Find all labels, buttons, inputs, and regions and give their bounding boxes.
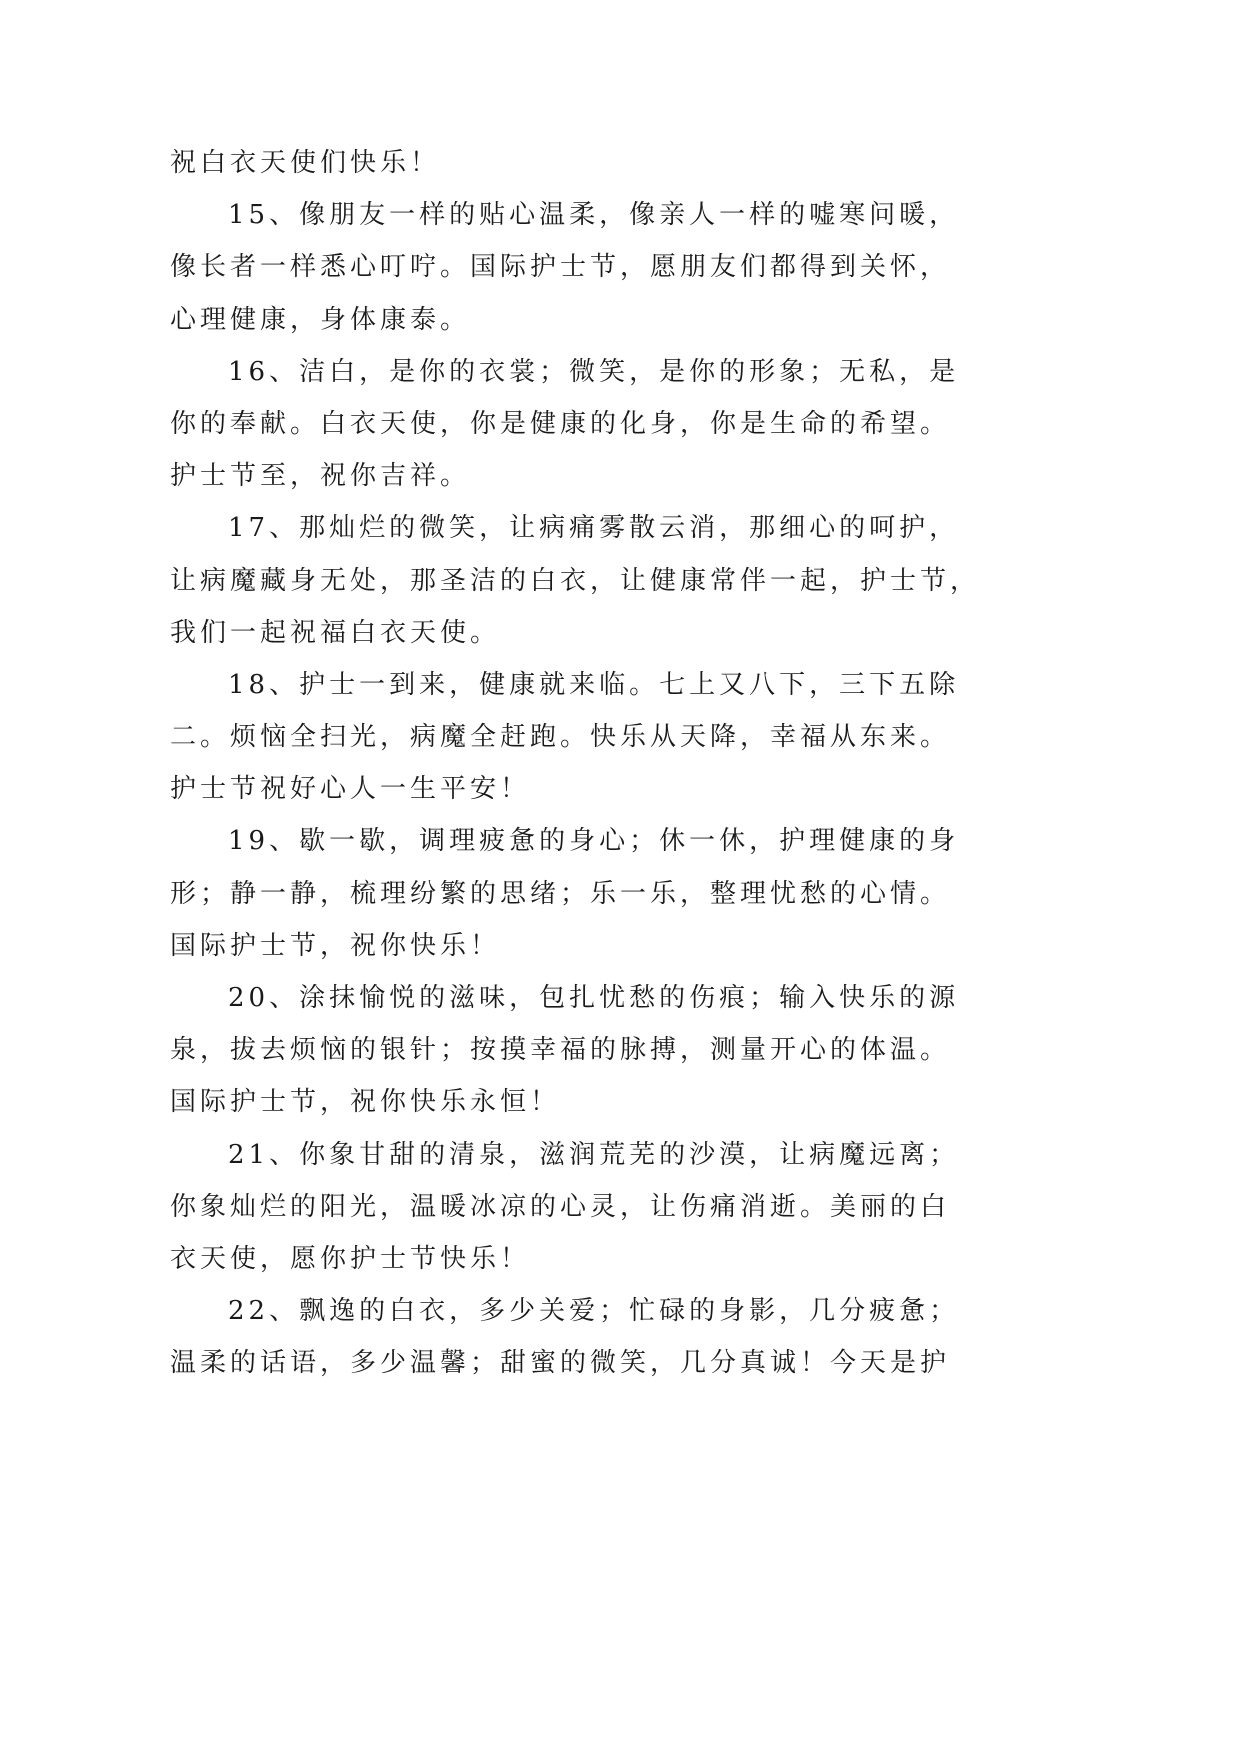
paragraph-first-line: 18、护士一到来，健康就来临。七上又八下，三下五除: [228, 669, 960, 700]
paragraph-line: 你的奉献。白衣天使，你是健康的化身，你是生命的希望。: [170, 408, 951, 439]
paragraph-line: 护士节祝好心人一生平安！: [170, 774, 531, 805]
paragraph-first-line: 20、涂抹愉悦的滋味，包扎忧愁的伤痕；输入快乐的源: [228, 983, 960, 1013]
paragraph-first-line: 21、你象甘甜的清泉，滋润荒芜的沙漠，让病魔远离；: [228, 1139, 960, 1170]
paragraph: [170, 972, 1000, 1129]
paragraph: [170, 815, 1000, 972]
paragraph-line: 形；静一静，梳理纷繁的思绪；乐一乐，整理忧愁的心情。: [170, 878, 951, 909]
paragraph: [170, 659, 1000, 816]
paragraph-line: 护士节至，祝你吉祥。: [170, 461, 471, 492]
paragraph-line: 二。烦恼全扫光，病魔全赶跑。快乐从天降，幸福从东来。: [170, 722, 951, 753]
paragraph: [170, 502, 1000, 659]
paragraph: [170, 346, 1000, 503]
paragraph-line: 温柔的话语，多少温馨；甜蜜的微笑，几分真诚！今天是护: [170, 1348, 951, 1379]
paragraph-line: 国际护士节，祝你快乐永恒！: [170, 1087, 561, 1118]
paragraph: [170, 1285, 1000, 1389]
paragraph-line: 你象灿烂的阳光，温暖冰凉的心灵，让伤痛消逝。美丽的白: [170, 1191, 951, 1222]
continuation-line: 祝白衣天使们快乐！: [170, 148, 441, 178]
paragraph-line: 泉，拔去烦恼的银针；按摸幸福的脉搏，测量开心的体温。: [170, 1035, 951, 1066]
paragraph-first-line: 19、歇一歇，调理疲惫的身心；休一休，护理健康的身: [228, 826, 960, 857]
paragraph: [170, 1129, 1000, 1286]
paragraph-first-line: 22、飘逸的白衣，多少关爱；忙碌的身影，几分疲惫；: [228, 1296, 960, 1327]
paragraph-line: 国际护士节，祝你快乐！: [170, 930, 501, 961]
paragraph-line: 心理健康，身体康泰。: [170, 304, 471, 335]
paragraph: [170, 189, 1000, 346]
paragraph-line: 让病魔藏身无处，那圣洁的白衣，让健康常伴一起，护士节，: [170, 565, 981, 596]
document-body: [170, 137, 1000, 1390]
paragraph-first-line: 16、洁白，是你的衣裳；微笑，是你的形象；无私，是: [228, 356, 960, 387]
paragraph-line: 衣天使，愿你护士节快乐！: [170, 1243, 531, 1274]
paragraph-first-line: 15、像朋友一样的贴心温柔，像亲人一样的嘘寒问暖，: [228, 200, 960, 231]
paragraph-line: 我们一起祝福白衣天使。: [170, 617, 501, 648]
paragraph-first-line: 17、那灿烂的微笑，让病痛雾散云消，那细心的呵护，: [228, 513, 960, 544]
paragraph-line: 像长者一样悉心叮咛。国际护士节，愿朋友们都得到关怀，: [170, 252, 951, 283]
